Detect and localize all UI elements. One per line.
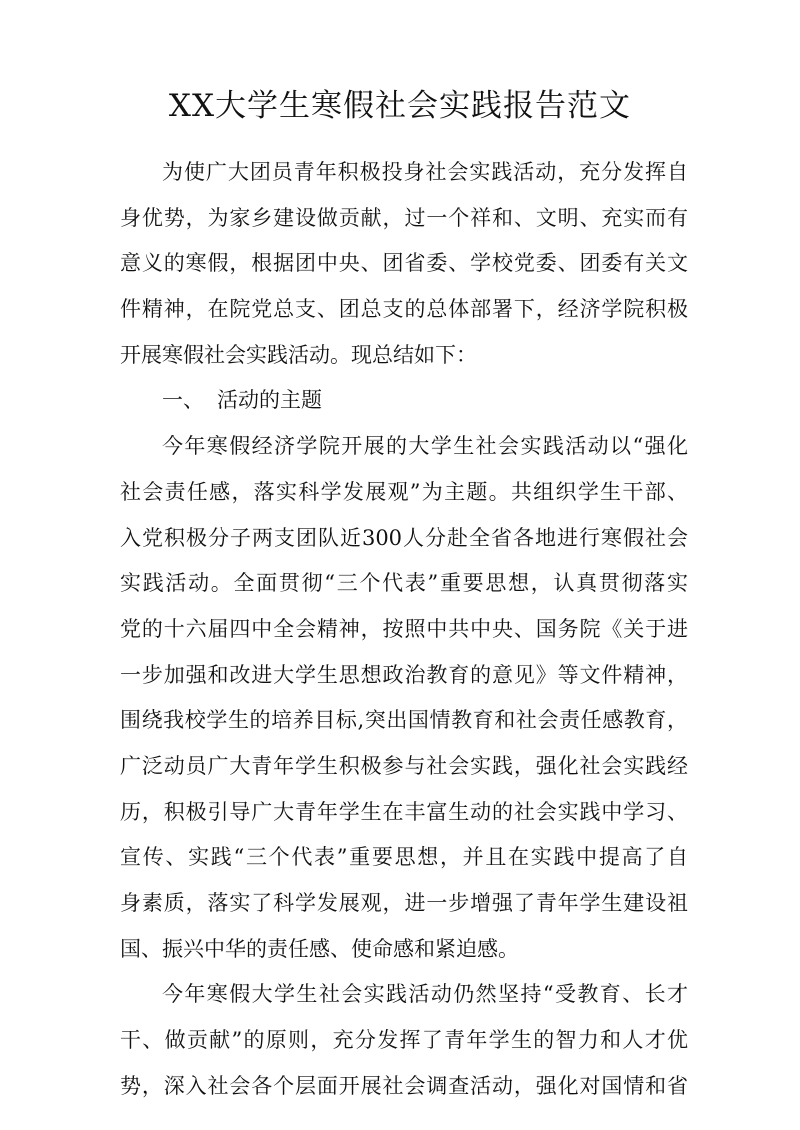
paragraph-theme (120, 424, 688, 972)
paragraph-line: 身素质，落实了科学发展观，进一步增强了青年学生建设祖 (120, 891, 688, 915)
paragraph-line: 实践活动。全面贯彻“三个代表”重要思想，认真贯彻落实 (120, 571, 688, 596)
paragraph-line: 国、振兴中华的责任感、使命感和紧迫感。 (120, 936, 519, 961)
paragraph-line: 广泛动员广大青年学生积极参与社会实践，强化社会实践经 (120, 753, 688, 778)
paragraph-line: 件精神，在院党总支、团总支的总体部署下，经济学院积极 (120, 297, 688, 322)
paragraph-line: 干、做贡献”的原则，充分发挥了青年学生的智力和人才优 (120, 1028, 688, 1053)
paragraph-line: 一步加强和改进大学生思想政治教育的意见》等文件精神， (120, 662, 688, 687)
paragraph-line: 社会责任感，落实科学发展观”为主题。共组织学生干部、 (120, 479, 688, 504)
paragraph-line: 势，深入社会各个层面开展社会调查活动，强化对国情和省 (120, 1073, 688, 1098)
paragraph-intro (120, 150, 688, 378)
paragraph-line: 今年寒假经济学院开展的大学生社会实践活动以“强化 (162, 434, 688, 459)
paragraph-principles (120, 972, 688, 1109)
paragraph-line: 意义的寒假，根据团中央、团省委、学校党委、团委有关文 (120, 251, 688, 276)
paragraph-line: 为使广大团员青年积极投身社会实践活动，充分发挥自 (162, 160, 688, 184)
paragraph-line: 党的十六届四中全会精神，按照中共中央、国务院《关于进 (120, 616, 688, 641)
section-heading-text: 活动的主题 (217, 388, 322, 413)
paragraph-line: 身优势，为家乡建设做贡献，过一个祥和、文明、充实而有 (120, 205, 688, 230)
document-body (120, 150, 688, 1109)
paragraph-line: 开展寒假社会实践活动。现总结如下： (120, 342, 477, 367)
document-title: XX大学生寒假社会实践报告范文 (168, 88, 632, 124)
paragraph-line: 历，积极引导广大青年学生在丰富生动的社会实践中学习、 (120, 799, 688, 824)
paragraph-line: 入党积极分子两支团队近300人分赴全省各地进行寒假社会 (120, 525, 688, 550)
paragraph-line: 围绕我校学生的培养目标,突出国情教育和社会责任感教育， (120, 708, 688, 733)
section-number: 一、 (162, 388, 204, 413)
section-heading (120, 378, 688, 424)
paragraph-line: 宣传、实践“三个代表”重要思想，并且在实践中提高了自 (120, 845, 688, 870)
paragraph-line: 今年寒假大学生社会实践活动仍然坚持“受教育、长才 (162, 982, 688, 1007)
